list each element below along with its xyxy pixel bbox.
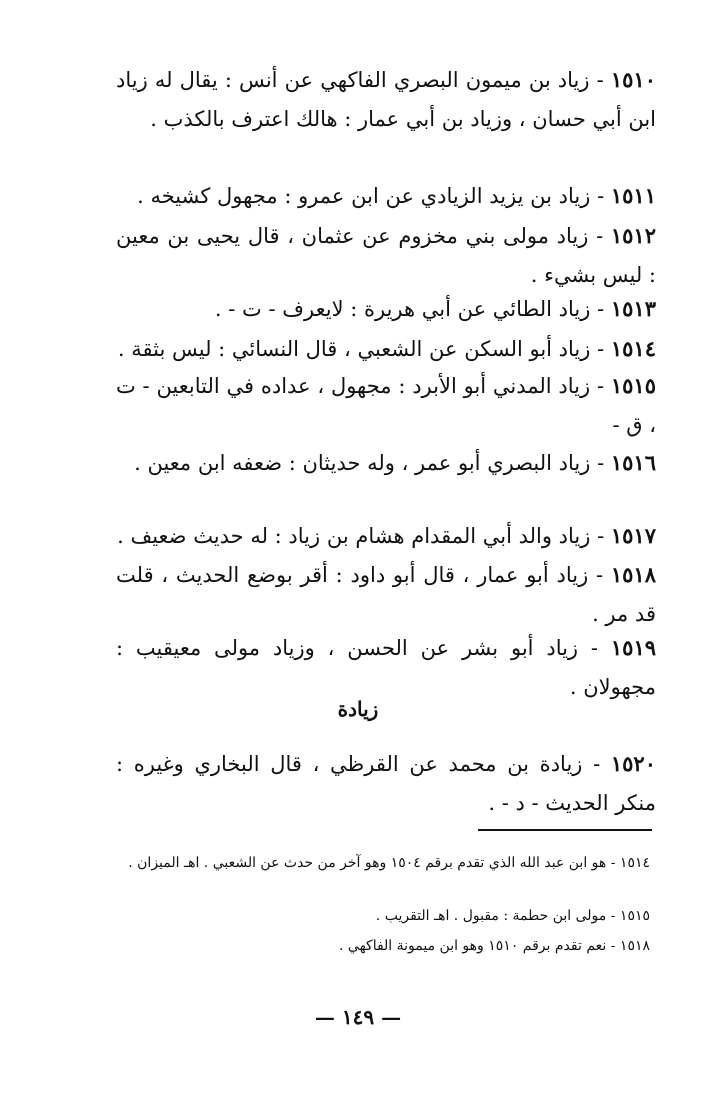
entry-text: - زياد بن يزيد الزيادي عن ابن عمرو : مجهول كشيخه . [137,184,605,208]
footnote-text: - هو ابن عبد الله الذي تقدم برقم ١٥٠٤ وهو آخر من حدث عن الشعبي . اهـ الميزان . [128,855,616,871]
entry-1514 [116,329,656,369]
footnote-number: ١٥١٨ [619,938,650,954]
entry-1513 [116,289,656,329]
entry-1519 [116,628,656,707]
footnote-divider [478,829,652,831]
footnote-text: - مولى ابن حطمة : مقبول . اهـ التقريب . [375,908,616,924]
entry-text: - زياد مولى بني مخزوم عن عثمان ، قال يحيى بن معين : ليس بشيء . [116,224,656,287]
footnote-number: ١٥١٤ [619,855,650,871]
footnote-1514 [110,850,650,876]
entry-number: ١٥١٦ [610,450,656,475]
footnote-text: - نعم تقدم برقم ١٥١٠ وهو ابن ميمونة الفاكهي . [339,938,616,954]
entry-1510 [116,60,656,139]
entry-text: - زياد والد أبي المقدام هشام بن زياد : له حديث ضعيف . [117,524,605,548]
entry-text: - زياد أبو بشر عن الحسن ، وزياد مولى معيقيب : مجهولان . [116,636,656,699]
entry-1511 [116,176,656,216]
entry-1517 [116,516,656,556]
footnote-number: ١٥١٥ [619,908,650,924]
entry-1518 [116,555,656,634]
entry-number: ١٥١٥ [610,373,656,398]
entry-number: ١٥١١ [610,183,656,208]
entry-number: ١٥١٩ [610,635,657,660]
entry-1516 [116,443,656,483]
entry-number: ١٥١٢ [610,223,656,248]
footnote-1518 [110,933,650,959]
entry-text: - زيادة بن محمد عن القرظي ، قال البخاري وغيره : منكر الحديث - د - . [116,752,656,815]
entry-number: ١٥٢٠ [610,751,656,776]
entry-text: - زياد الطائي عن أبي هريرة : لايعرف - ت - . [214,297,605,321]
entry-text: - زياد أبو عمار ، قال أبو داود : أقر بوضع الحديث ، قلت قد مر . [116,563,656,626]
entry-number: ١٥١٧ [610,523,656,548]
entry-number: ١٥١٨ [610,562,656,587]
entry-1520 [116,744,656,823]
footnote-1515 [110,903,650,929]
entry-text: - زياد بن ميمون البصري الفاكهي عن أنس : يقال له زياد ابن أبي حسان ، وزياد بن أبي عمار : هالك اعترف بالكذب . [116,68,656,131]
entry-text: - زياد المدني أبو الأبرد : مجهول ، عداده في التابعين - ت ، ق - [116,374,656,437]
section-heading: زيادة [337,697,379,721]
entry-number: ١٥١٠ [610,67,656,92]
entry-text: - زياد البصري أبو عمر ، وله حديثان : ضعفه ابن معين . [134,451,605,475]
entry-number: ١٥١٣ [610,296,656,321]
entry-text: - زياد أبو السكن عن الشعبي ، قال النسائي : ليس بثقة . [117,337,605,361]
entry-1515 [116,366,656,445]
page-number: — ١٤٩ — [314,1005,402,1029]
entry-1512 [116,216,656,295]
entry-number: ١٥١٤ [610,336,656,361]
